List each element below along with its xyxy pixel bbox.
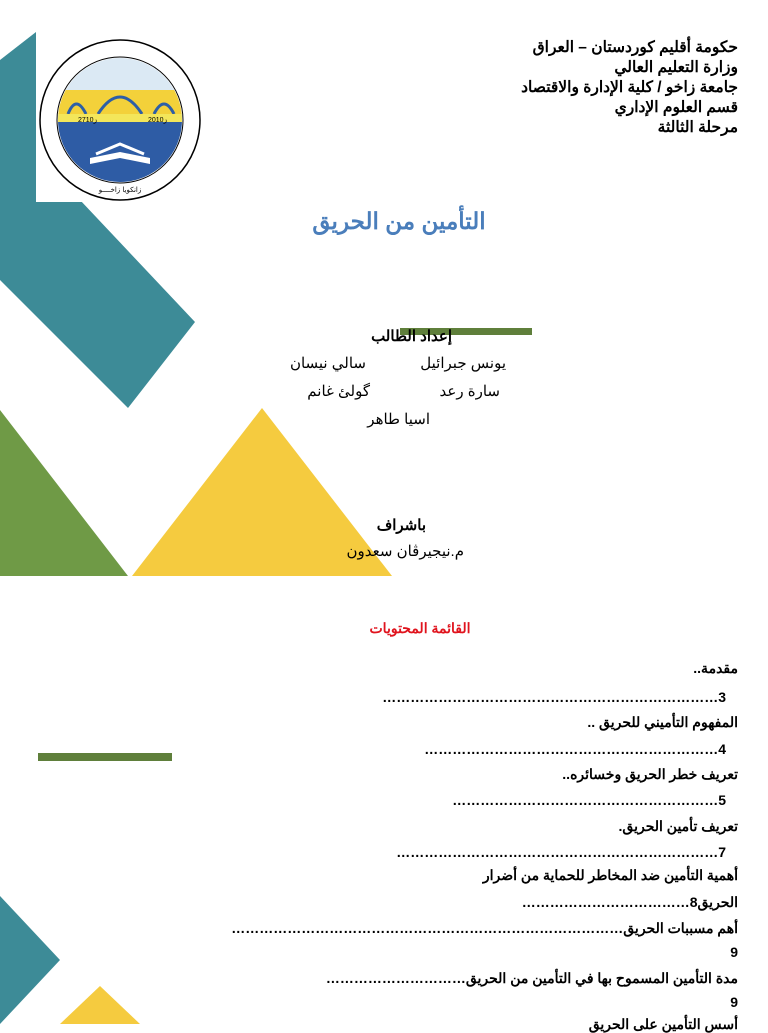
logo-bottom-text: زانكويا زاخــــو bbox=[98, 186, 142, 194]
toc-entry-page: الحريق8……………………………… bbox=[521, 894, 738, 910]
green-divider-bar bbox=[38, 753, 172, 761]
toc-title: القائمة المحتويات bbox=[369, 620, 471, 636]
toc-entry-text: أسس التأمين على الحريق bbox=[588, 1016, 738, 1032]
toc-entry-text: أهم مسببات الحريق………………………………………………………………………… bbox=[231, 920, 738, 936]
header-department: قسم العلوم الإداري bbox=[614, 99, 738, 116]
bottom-decorative-shapes bbox=[0, 860, 200, 1024]
toc-entry-text: مدة التأمين المسموح بها في التأمين من الحريق………………………… bbox=[325, 970, 738, 986]
toc-entry-page: 5………………………………………………… bbox=[452, 792, 726, 808]
header-block bbox=[521, 38, 738, 138]
toc-entry-page: 3……………………………………………………………… bbox=[382, 689, 726, 705]
logo-year-left: 2710ز bbox=[78, 117, 97, 124]
logo-year-right: 2010ز bbox=[148, 117, 167, 124]
toc-entry-page: 7…………………………………………………………… bbox=[396, 844, 726, 860]
student-name: يونس جبرائيل bbox=[420, 355, 506, 372]
toc-entry-text: المفهوم التأميني للحريق .. bbox=[587, 714, 738, 730]
student-name: سارة رعد bbox=[439, 383, 500, 400]
header-college: جامعة زاخو / كلية الإدارة والاقتصاد bbox=[521, 79, 738, 96]
document-title: التأمين من الحريق bbox=[312, 208, 486, 234]
toc-entry-page: 4……………………………………………………… bbox=[424, 741, 726, 757]
student-name: گولئ غانم bbox=[307, 383, 370, 400]
header-stage: مرحلة الثالثة bbox=[657, 119, 738, 136]
student-name: اسيا طاهر bbox=[367, 411, 430, 428]
supervisor-name: م.نيجيرڤان سعدون bbox=[346, 543, 464, 560]
header-ministry: وزارة التعليم العالي bbox=[614, 59, 738, 76]
toc-entry-page: 9 bbox=[730, 994, 738, 1010]
toc-entry-page: 9 bbox=[730, 944, 738, 960]
yellow-triangle bbox=[60, 986, 140, 1024]
prepared-by-label: إعداد الطالب bbox=[371, 328, 452, 345]
green-triangle bbox=[0, 410, 128, 576]
toc-entry-text: تعريف تأمين الحريق. bbox=[618, 818, 738, 834]
supervision-label: باشراف bbox=[376, 517, 426, 534]
toc-entry-text: أهمية التأمين ضد المخاطر للحماية من أضرار bbox=[482, 867, 738, 883]
toc-entry-text: تعريف خطر الحريق وخسائره.. bbox=[562, 766, 738, 782]
toc-entry-text: مقدمة.. bbox=[693, 660, 738, 676]
teal-shape bbox=[0, 896, 60, 1024]
header-government: حكومة أقليم كوردستان – العراق bbox=[532, 39, 738, 56]
student-name: سالي نيسان bbox=[289, 355, 366, 372]
university-logo bbox=[36, 32, 204, 202]
